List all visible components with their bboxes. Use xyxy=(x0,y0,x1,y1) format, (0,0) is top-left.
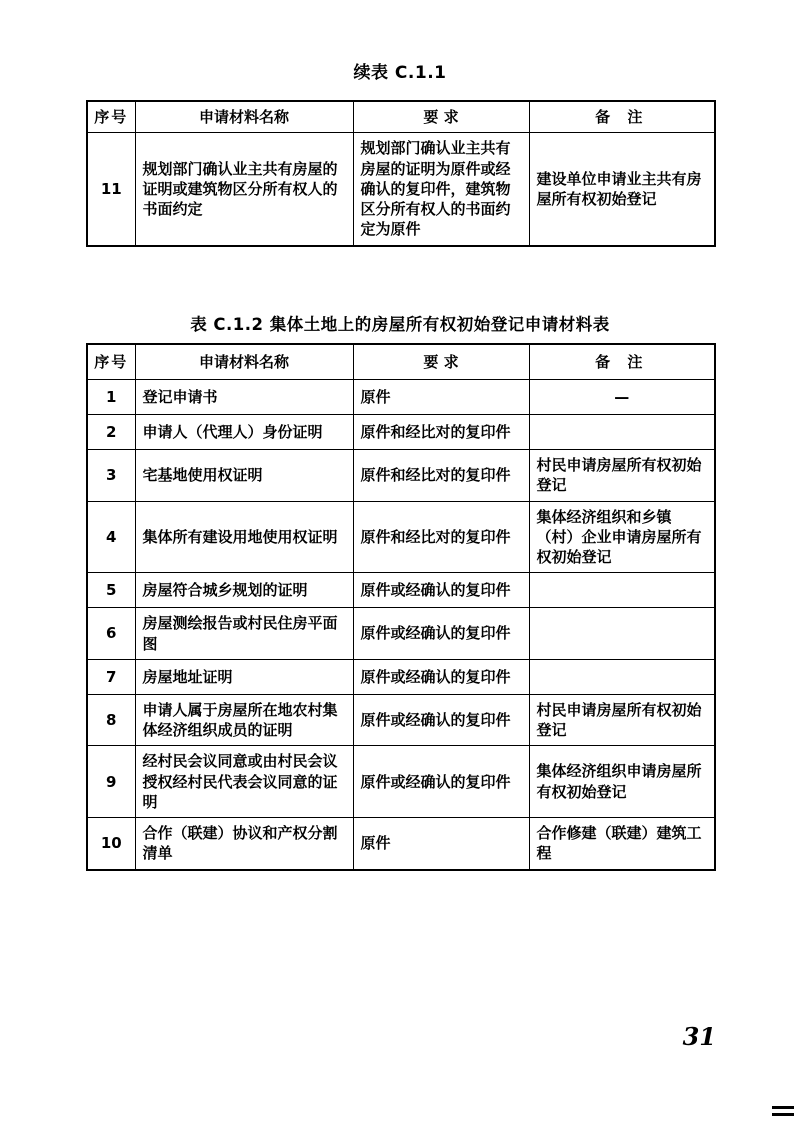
header-note: 备 注 xyxy=(529,101,715,133)
page-number: 31 xyxy=(682,1022,716,1051)
table-c11 xyxy=(86,100,716,247)
table-header-row xyxy=(87,344,715,380)
header-requirement: 要 求 xyxy=(353,344,529,380)
cell-material-name: 合作（联建）协议和产权分割清单 xyxy=(135,818,353,870)
cell-requirement: 原件 xyxy=(353,818,529,870)
cell-material-name: 申请人属于房屋所在地农村集体经济组织成员的证明 xyxy=(135,694,353,746)
header-requirement: 要 求 xyxy=(353,101,529,133)
cell-requirement: 原件 xyxy=(353,380,529,415)
cell-no: 10 xyxy=(87,818,135,870)
cell-requirement: 原件和经比对的复印件 xyxy=(353,450,529,502)
cell-no: 8 xyxy=(87,694,135,746)
cell-no: 9 xyxy=(87,746,135,818)
cell-no: 11 xyxy=(87,133,135,246)
cell-requirement: 原件和经比对的复印件 xyxy=(353,501,529,573)
cell-material-name: 房屋符合城乡规划的证明 xyxy=(135,573,353,608)
cell-no: 5 xyxy=(87,573,135,608)
table-row xyxy=(87,415,715,450)
cell-note: 集体经济组织申请房屋所有权初始登记 xyxy=(529,746,715,818)
cell-requirement: 原件或经确认的复印件 xyxy=(353,746,529,818)
table-row xyxy=(87,608,715,660)
section-table-title: 表 C.1.2 集体土地上的房屋所有权初始登记申请材料表 xyxy=(190,315,610,334)
cell-no: 6 xyxy=(87,608,135,660)
continued-table-title: 续表 C.1.1 xyxy=(353,63,447,83)
cell-material-name: 登记申请书 xyxy=(135,380,353,415)
cell-no: 7 xyxy=(87,659,135,694)
cell-note xyxy=(529,415,715,450)
cell-material-name: 房屋地址证明 xyxy=(135,659,353,694)
table-row xyxy=(87,818,715,870)
cell-note: 村民申请房屋所有权初始登记 xyxy=(529,450,715,502)
header-note: 备 注 xyxy=(529,344,715,380)
header-seq: 序号 xyxy=(87,101,135,133)
table-row xyxy=(87,133,715,246)
cell-note: 集体经济组织和乡镇（村）企业申请房屋所有权初始登记 xyxy=(529,501,715,573)
cell-note xyxy=(529,608,715,660)
header-seq: 序号 xyxy=(87,344,135,380)
cell-note xyxy=(529,659,715,694)
cell-material-name: 房屋测绘报告或村民住房平面图 xyxy=(135,608,353,660)
cell-material-name: 经村民会议同意或由村民会议授权经村民代表会议同意的证明 xyxy=(135,746,353,818)
table-row xyxy=(87,694,715,746)
edge-mark-upper xyxy=(772,1106,794,1109)
cell-requirement: 原件或经确认的复印件 xyxy=(353,659,529,694)
table-row xyxy=(87,746,715,818)
cell-requirement: 原件或经确认的复印件 xyxy=(353,608,529,660)
edge-mark-lower xyxy=(772,1113,794,1116)
cell-note: — xyxy=(529,380,715,415)
cell-material-name: 申请人（代理人）身份证明 xyxy=(135,415,353,450)
cell-no: 2 xyxy=(87,415,135,450)
cell-no: 3 xyxy=(87,450,135,502)
cell-note: 村民申请房屋所有权初始登记 xyxy=(529,694,715,746)
cell-note: 建设单位申请业主共有房屋所有权初始登记 xyxy=(529,133,715,246)
table-header-row xyxy=(87,101,715,133)
cell-material-name: 集体所有建设用地使用权证明 xyxy=(135,501,353,573)
cell-material-name: 宅基地使用权证明 xyxy=(135,450,353,502)
header-material-name: 申请材料名称 xyxy=(135,344,353,380)
cell-requirement: 原件和经比对的复印件 xyxy=(353,415,529,450)
table-row xyxy=(87,659,715,694)
cell-note xyxy=(529,573,715,608)
cell-no: 4 xyxy=(87,501,135,573)
cell-requirement: 规划部门确认业主共有房屋的证明为原件或经确认的复印件，建筑物区分所有权人的书面约定为原件 xyxy=(353,133,529,246)
cell-no: 1 xyxy=(87,380,135,415)
table-row xyxy=(87,501,715,573)
table-row xyxy=(87,450,715,502)
table-row xyxy=(87,573,715,608)
table-c12 xyxy=(86,343,716,871)
table-row xyxy=(87,380,715,415)
cell-note: 合作修建（联建）建筑工程 xyxy=(529,818,715,870)
header-material-name: 申请材料名称 xyxy=(135,101,353,133)
cell-requirement: 原件或经确认的复印件 xyxy=(353,694,529,746)
cell-requirement: 原件或经确认的复印件 xyxy=(353,573,529,608)
cell-material-name: 规划部门确认业主共有房屋的证明或建筑物区分所有权人的书面约定 xyxy=(135,133,353,246)
